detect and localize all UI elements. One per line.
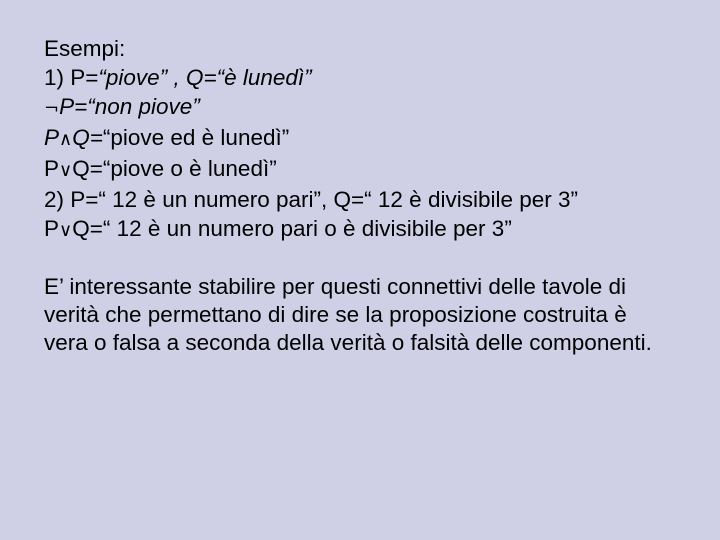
disjunction-2-text: Q=“ 12 è un numero pari o è divisibile per 3” <box>72 216 512 241</box>
paragraph-spacer <box>44 245 684 273</box>
conjunction-left: P <box>44 125 60 150</box>
disjunction-line-2 <box>44 214 684 245</box>
heading: Esempi: <box>44 36 126 61</box>
example-1-p-definition: “piove” <box>98 65 168 90</box>
disjunction-line-1 <box>44 154 684 185</box>
disjunction-2-symbol: ∨ <box>59 220 73 241</box>
example-1-prefix: 1) P= <box>44 65 99 90</box>
explanation-paragraph: E’ interessante stabilire per questi connettivi delle tavole di verità che permettano di dire se la proposizione costruita è vera o falsa a seconda della verità o falsità delle componenti. <box>44 274 652 355</box>
negation-symbol: ¬ <box>44 98 60 119</box>
disjunction-2-left: P <box>44 216 60 241</box>
negation-line <box>44 92 684 123</box>
conjunction-symbol: ∧ <box>59 129 73 150</box>
disjunction-1-text: Q=“piove o è lunedì” <box>72 156 277 181</box>
negation-text: P=“non piove” <box>59 94 200 119</box>
conjunction-text: “piove ed è lunedì” <box>102 125 290 150</box>
example-2-line: 2) P=“ 12 è un numero pari”, Q=“ 12 è divisibile per 3” <box>44 187 579 212</box>
example-1-line <box>44 63 684 92</box>
disjunction-1-left: P <box>44 156 60 181</box>
slide-content <box>44 34 684 357</box>
conjunction-right: Q= <box>72 125 103 150</box>
conjunction-line <box>44 123 684 154</box>
disjunction-1-symbol: ∨ <box>59 160 73 181</box>
example-1-q-definition: “è lunedì” <box>216 65 312 90</box>
example-1-separator: , Q= <box>167 65 217 90</box>
